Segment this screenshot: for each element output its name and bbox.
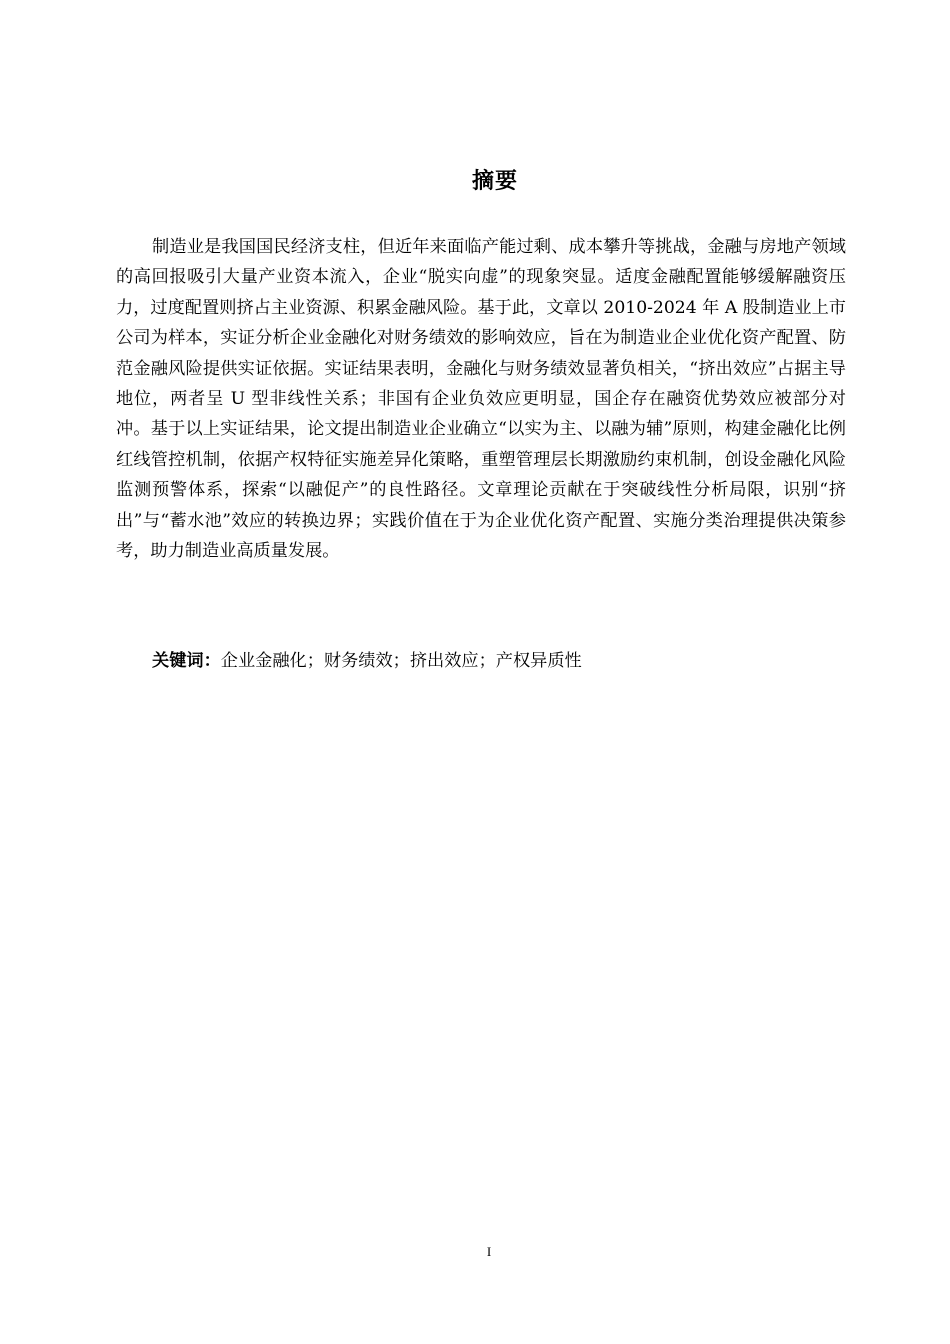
keywords-text: 企业金融化；财务绩效；挤出效应；产权异质性: [220, 651, 582, 671]
keywords-line: [152, 646, 846, 676]
page-number: I: [486, 1244, 492, 1259]
abstract-title: 摘要: [471, 169, 518, 194]
abstract-body: 制造业是我国国民经济支柱，但近年来面临产能过剩、成本攀升等挑战，金融与房地产领域的高回报吸引大量产业资本流入，企业“脱实向虚”的现象突显。适度金融配置能够缓解融资压力，过度配置则挤占主业资源、积累金融风险。基于此，文章以 2010-2024 年 A 股制造业上市公司为样本，实证分析企业金融化对财务绩效的影响效应，旨在为制造业企业优化资产配置、防范金融风险提供实证依据。实证结果表明，金融化与财务绩效显著负相关，“挤出效应”占据主导地位，两者呈 U 型非线性关系；非国有企业负效应更明显，国企存在融资优势效应被部分对冲。基于以上实证结果，论文提出制造业企业确立“以实为主、以融为辅”原则，构建金融化比例红线管控机制，依据产权特征实施差异化策略，重塑管理层长期激励约束机制，创设金融化风险监测预警体系，探索“以融促产”的良性路径。文章理论贡献在于突破线性分析局限，识别“挤出”与“蓄水池”效应的转换边界；实践价值在于为企业优化资产配置、实施分类治理提供决策参考，助力制造业高质量发展。: [116, 237, 846, 562]
keywords-label: 关键词：: [152, 651, 221, 671]
